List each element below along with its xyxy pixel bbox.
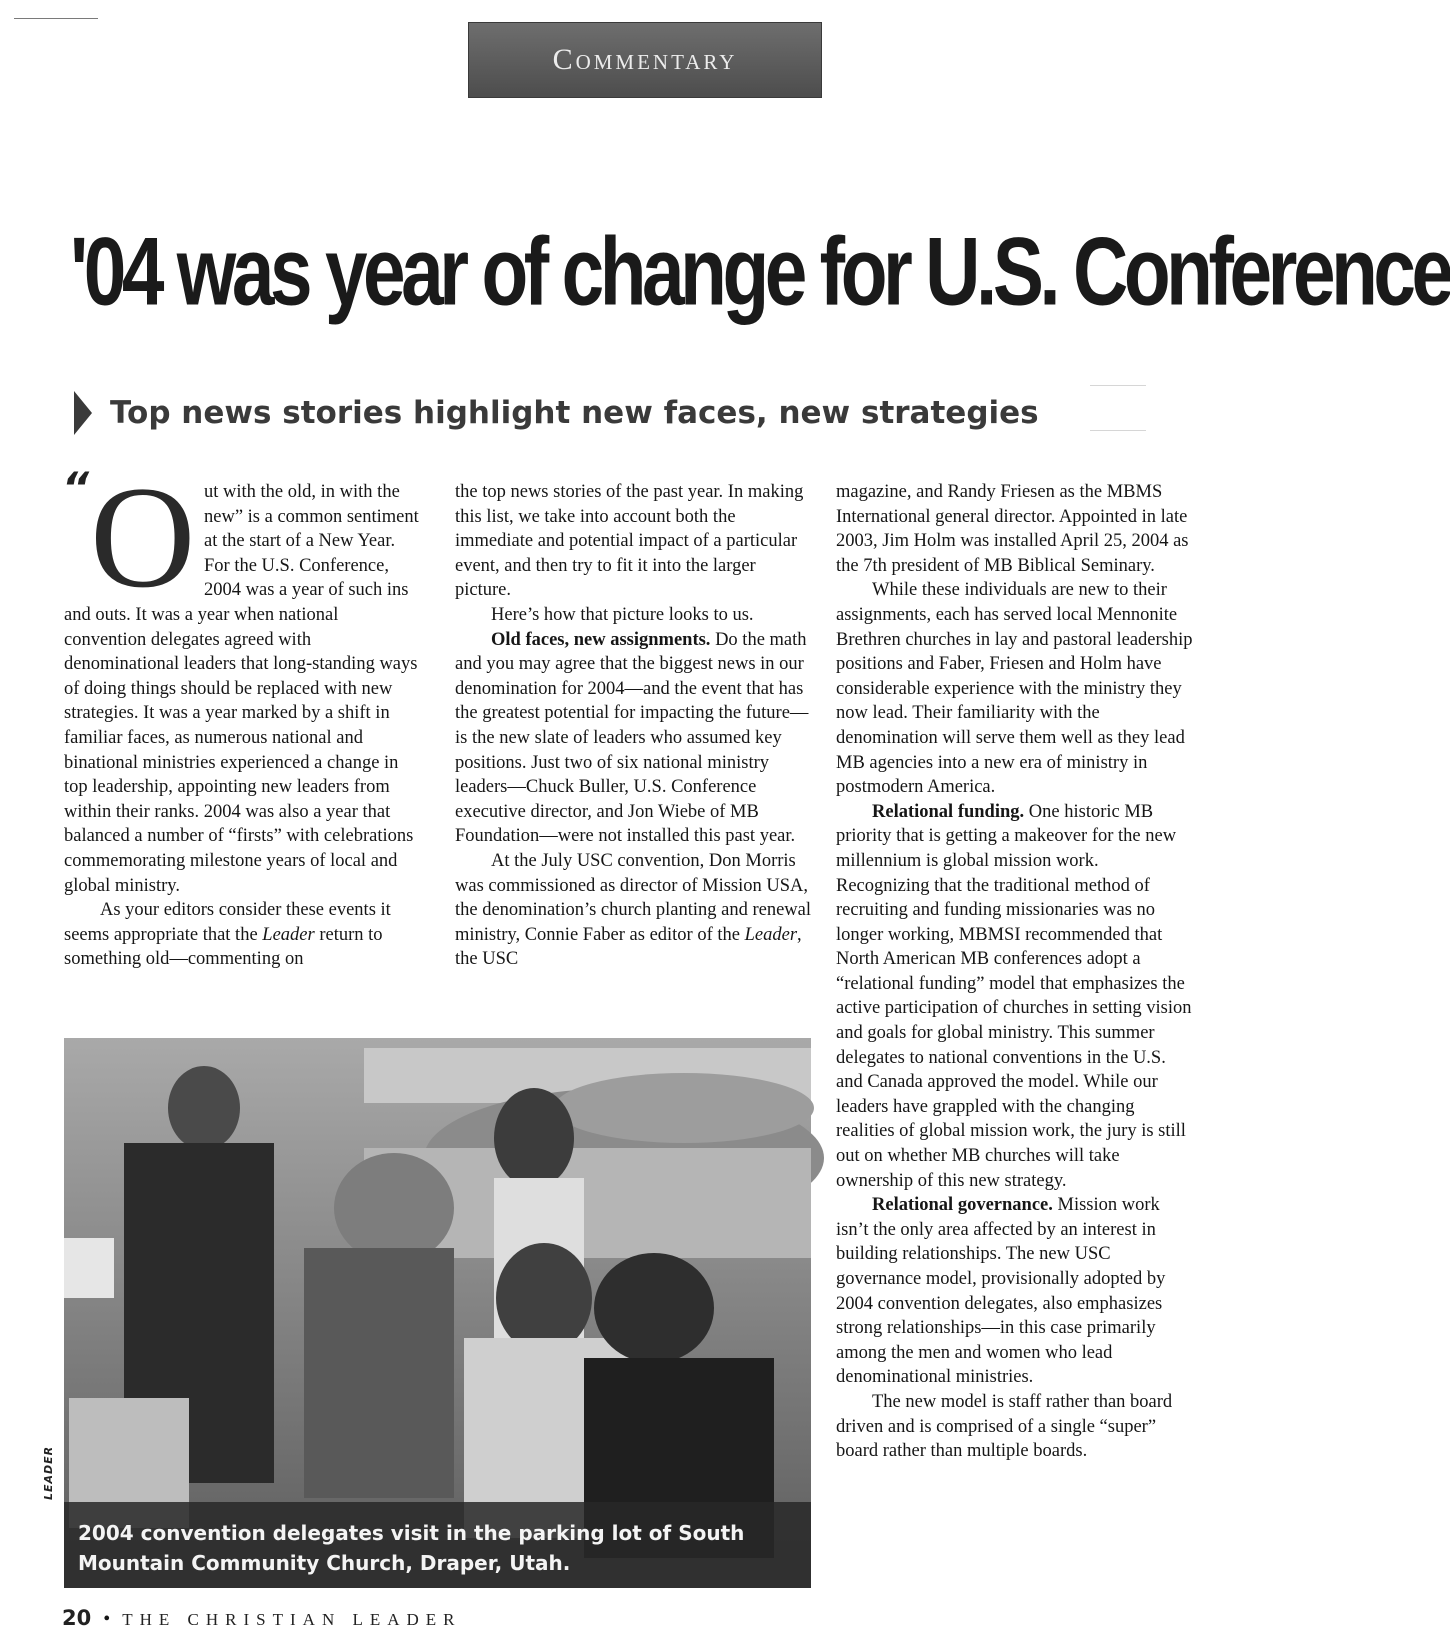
publication-reference: Leader bbox=[744, 924, 798, 945]
page-footer bbox=[62, 1606, 462, 1631]
corner-rule bbox=[14, 18, 98, 19]
article-column-3 bbox=[836, 480, 1196, 1464]
paragraph: The new model is staff rather than board driven and is comprised of a single “super” board rather than multiple boards. bbox=[836, 1391, 1173, 1462]
paragraph: magazine, and Randy Friesen as the MBMS International general director. Appointed in late 2003, Jim Holm was installed April 25, 2004 as the 7th president of MB Biblical Seminary. bbox=[836, 482, 1189, 576]
opening-quote-mark: “ bbox=[62, 463, 90, 512]
article-column-2 bbox=[455, 480, 813, 972]
subhead-relational-funding: Relational funding. bbox=[872, 801, 1025, 822]
deck-text: Top news stories highlight new faces, new strategies bbox=[110, 395, 1039, 431]
paragraph: the top news stories of the past year. In making this list, we take into account both the immediate and potential impact of a particular event, and then try to fit it into the larger picture. bbox=[455, 482, 804, 601]
paragraph-relational-governance: Relational governance. Mission work isn’t the only area affected by an interest in building relationships. The new USC governance model, provisionally adopted by 2004 convention delegates, also emphasizes strong relationships—in this case primarily among the men and women who lead denominational ministries. bbox=[836, 1195, 1166, 1388]
headline: '04 was year of change for U.S. Conference bbox=[70, 218, 1450, 326]
page-number: 20 bbox=[62, 1606, 92, 1630]
deck-rule-top bbox=[1090, 385, 1146, 386]
subhead-relational-governance: Relational governance. bbox=[872, 1195, 1053, 1216]
paragraph: Here’s how that picture looks to us. bbox=[491, 604, 754, 625]
paragraph-old-faces: Old faces, new assignments. Do the math and you may agree that the biggest news in our denomination for 2004—and the event that has the greatest potential for impacting the future—is the new slate of leaders who assumed key positions. Just two of six national ministry leaders—Chuck Buller, U.S. Conference executive director, and Jon Wiebe of MB Foundation—were not installed this past year. bbox=[455, 629, 809, 847]
deck bbox=[74, 378, 1039, 448]
side-label: LEADER bbox=[42, 1445, 55, 1500]
deck-rule-bottom bbox=[1090, 430, 1146, 431]
paragraph: While these individuals are new to their assignments, each has served local Mennonite Brethren churches in lay and pastoral leadership positions and Faber, Friesen and Holm have considerable experience with the ministry they now lead. Their familiarity with the denomination will serve them well as they lead MB agencies into a new era of ministry in postmodern America. bbox=[836, 580, 1193, 798]
intro-paragraph: ut with the old, in with the new” is a common sentiment at the start of a New Year. For the U.S. Conference, 2004 was a year of such ins and outs. It was a year when national convention delegates agreed with denominational leaders that long-standing ways of doing things should be replaced with new strategies. It was a year marked by a shift in familiar faces, as numerous national and binational ministries experienced a change in top leadership, appointing new leaders from within their ranks. 2004 was also a year that balanced a number of “firsts” with celebrations commemorating milestone years of local and global ministry. bbox=[64, 482, 419, 896]
section-label: Commentary bbox=[552, 43, 738, 76]
editors-paragraph: As your editors consider these events it seems appropriate that the Leader return to something old—commenting on bbox=[64, 900, 391, 970]
footer-separator: • bbox=[103, 1608, 111, 1630]
convention-photo bbox=[64, 1038, 811, 1588]
drop-cap bbox=[62, 456, 200, 618]
article-column-1 bbox=[62, 456, 420, 972]
paragraph-convention: At the July USC convention, Don Morris was commissioned as director of Mission USA, the denomination’s church planting and renewal ministry, Connie Faber as editor of the Leader, the USC bbox=[455, 850, 812, 970]
section-banner bbox=[468, 22, 822, 98]
paragraph-relational-funding: Relational funding. One historic MB priority that is getting a makeover for the new millennium is global mission work. Recognizing that the traditional method of recruiting and funding missionaries was no longer working, MBMSI recommended that North American MB conferences adopt a “relational funding” model that emphasizes the active participation of churches in setting vision and goals for global ministry. This summer delegates to national conventions in the U.S. and Canada approved the model. While our leaders have grappled with the changing realities of global mission work, the jury is still out on whether MB churches will take ownership of this new strategy. bbox=[836, 801, 1192, 1191]
subhead-old-faces: Old faces, new assignments. bbox=[491, 629, 711, 650]
photo-caption: 2004 convention delegates visit in the parking lot of South Mountain Community Church, Draper, Utah. bbox=[78, 1521, 745, 1575]
drop-cap-letter: O bbox=[90, 456, 196, 618]
publication-reference: Leader bbox=[262, 924, 315, 945]
publication-name: THE CHRISTIAN LEADER bbox=[122, 1610, 462, 1629]
deck-arrow-icon bbox=[74, 391, 92, 435]
